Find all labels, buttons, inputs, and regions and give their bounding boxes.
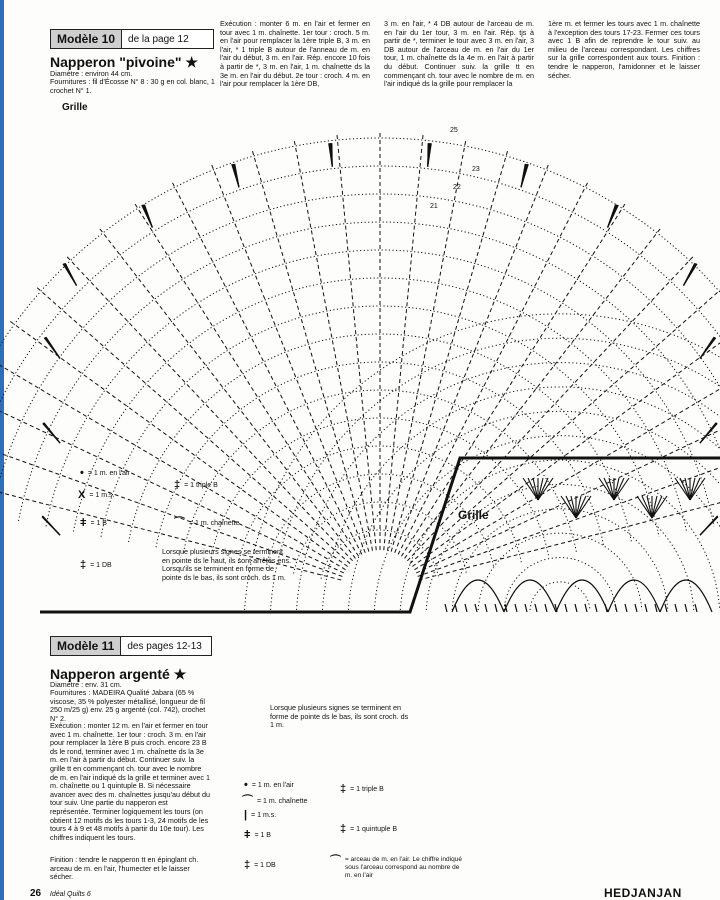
legend-text: = arceau de m. en l'air. Le chiffre indiqué sous l'arceau correspond au nombre de m. en l'air <box>345 856 462 879</box>
m11-treble <box>565 604 567 612</box>
m11-chain-arc <box>530 582 590 610</box>
page-number: 26 <box>30 888 42 899</box>
legend-text: = 1 triple B <box>350 786 384 793</box>
chain-arc <box>211 418 549 558</box>
fan-stitch <box>46 337 60 358</box>
m11-arch <box>504 580 556 612</box>
m11-arch <box>556 580 608 612</box>
model11-execution: Exécution : monter 12 m. en l'air et fermer en tour avec 1 m. chaînette. 1er tour : croch. 3 m. en l'air pour remplacer la 1ère B puis croch. encore 23 B ds le rond, terminer avec 1 m. chaînette ds la 3e m. en l'air à partir du début. Continuer suiv. la grille tt en commençant ch. tour avec le nombre de m. en l'air indiqué ds la grille et terminer avec 1 m. chaînette ou 1 quintuple B. Si nécessaire avancer avec des m. chaînettes jusqu'au début du tour suiv. Une partie du napperon est représentée. Terminer logiquement les tours (on obtient 12 motifs ds les tours 1-3, 24 motifs de les tours 4 à 9 et 48 motifs à partir du 10e tour). Les chiffres indiquent les tours. <box>50 721 210 842</box>
legend-text: = 1 DB <box>90 562 112 569</box>
m11-chain-arc <box>452 509 668 610</box>
fan-stitch <box>700 423 717 443</box>
m11-treble <box>525 604 527 612</box>
chain-arc <box>321 530 439 579</box>
m11-legend-arch <box>330 856 463 880</box>
m11-treble <box>585 604 587 612</box>
stitch-spoke <box>401 202 626 557</box>
m11-fan-stitch <box>604 478 614 500</box>
stitch-spoke <box>294 138 373 551</box>
stitch-spoke <box>337 132 377 550</box>
m11-treble <box>595 604 597 612</box>
m11-legend-sc <box>244 810 276 821</box>
triple-treble-icon: ‡ <box>174 479 181 491</box>
m11-chain-arc <box>478 533 642 610</box>
m11-legend-chain <box>244 780 294 791</box>
m11-treble <box>575 604 577 612</box>
page-footer <box>30 888 91 899</box>
m10-legend-dtreble <box>80 560 112 571</box>
model10-fournitures: Fournitures : fil d'Écosse N° 8 : 30 g en col. blanc, 1 crochet N° 1. <box>50 77 215 95</box>
legend-text: = 1 m. chaînette <box>257 798 308 805</box>
m11-treble <box>685 604 687 612</box>
m11-legend-ttreble <box>340 784 384 795</box>
round-number-21: 21 <box>430 203 438 210</box>
arch-icon: ⌒ <box>330 855 341 867</box>
model11-header <box>50 636 212 656</box>
watermark: HEDJANJAN <box>604 886 682 900</box>
legend-text: = 1 m.s. <box>251 812 277 819</box>
m11-fan-stitch <box>642 496 652 518</box>
m11-treble <box>515 604 517 612</box>
model10-title: Napperon "pivoine" ★ <box>50 54 198 70</box>
stitch-spoke <box>418 434 720 576</box>
double-treble-icon: ‡ <box>80 559 87 571</box>
quintuple-treble-icon: ‡ <box>340 823 347 835</box>
model10-name: Modèle 10 <box>51 30 122 48</box>
stitch-spoke <box>419 476 720 580</box>
legend-text: = 1 m. chaînette <box>189 520 240 527</box>
m11-chain-arc <box>271 338 720 610</box>
round-number-22: 22 <box>453 184 461 191</box>
model10-execution-col2: 3 m. en l'air, * 4 DB autour de l'arceau de m. en l'air du 1er tour, 3 m. en l'air. Rép. tjs à partir de *, terminer le tour avec 3 m. en l'air, 3 DB autour de l'arceau de m. en l'air du 1er tour, 1 m. chaînette ds la 4e m. en l'air à partir du début. Continuer suiv. la grille tt en commençant ch. tour avec le nombre de m. en l'air indiqué ds la grille pour remplacer la <box>384 20 534 89</box>
stitch-spoke <box>0 356 346 570</box>
stitch-spoke <box>211 162 366 553</box>
m11-treble <box>645 604 647 612</box>
m11-fan-stitch <box>528 478 538 500</box>
model11-grille-label: Grille <box>458 508 489 522</box>
treble-icon: ǂ <box>80 517 87 529</box>
stitch-spoke <box>412 320 720 567</box>
m11-treble <box>615 604 617 612</box>
stitch-spoke <box>171 180 362 554</box>
m10-legend-slip <box>174 518 239 529</box>
slip-stitch-icon: ⌒ <box>174 517 185 529</box>
m11-treble <box>485 604 487 612</box>
m11-treble <box>675 604 677 612</box>
m11-treble <box>445 604 447 612</box>
model11-finition: Finition : tendre le napperon tt en épinglant ch. arceau de m. en l'air, l'humecter et le laisser sécher. <box>50 855 199 882</box>
double-treble-icon: ‡ <box>244 859 251 871</box>
model10-diametre: Diamètre : environ 44 cm. <box>50 69 133 78</box>
m11-treble <box>695 604 697 612</box>
m11-fan-stitch <box>576 496 586 518</box>
legend-text: = 1 B <box>254 832 271 839</box>
single-crochet-icon: | <box>244 809 248 821</box>
model10-execution-col1: Exécution : monter 6 m. en l'air et fermer en tour avec 1 m. chaînette. 1er tour : croch. 5 m. en l'air pour remplacer la 1ère triple B, 3 m. en l'air, * 1 triple B autour de l'anneau de m. en l'air du début, 3 m. en l'air. Rép. encore 10 fois à partir de *, 3 m. en l'air, 1 m. chaînette ds la 3e m. en l'air du début. 2e tour : croch. 4 m. en l'air pour remplacer la 1ère DB, <box>220 20 370 89</box>
m11-treble <box>535 604 537 612</box>
m11-fan-stitch <box>652 496 662 518</box>
treble-icon: ǂ <box>244 829 251 841</box>
m10-legend-treble <box>80 518 107 529</box>
model11-title: Napperon argenté ★ <box>50 666 187 682</box>
legend-text: = 1 B <box>90 520 107 527</box>
legend-text: = 1 m. en l'air <box>251 782 294 789</box>
m11-fan-stitch <box>690 478 700 500</box>
m10-legend-chain <box>80 468 130 479</box>
m11-fan-stitch <box>680 478 690 500</box>
m11-chain-arc <box>245 314 720 610</box>
fan-stitch <box>144 205 152 228</box>
m11-treble <box>465 604 467 612</box>
m11-treble <box>635 604 637 612</box>
stitch-spoke <box>252 148 369 551</box>
legend-text: = 1 quintuple B <box>350 826 398 833</box>
fan-stitch <box>44 423 60 443</box>
model10-execution-col3: 1ère m. et fermer les tours avec 1 m. chaînette à l'exception des tours 17-23. Fermer ces tours avec 1 B afin de reprendre le tour suiv. au milieu de l'arceau correspondant. Les chiffres sur la grille correspondent aux tours. Finition : tendre le napperon, l'amidonner et le laisser sécher. <box>548 20 700 80</box>
m11-treble <box>495 604 497 612</box>
m11-legend-slip <box>242 796 307 807</box>
fan-stitch <box>684 264 698 286</box>
slip-stitch-icon: ⌒ <box>242 795 253 807</box>
m10-legend-sc <box>78 490 114 501</box>
m11-legend-qtreble <box>340 824 397 835</box>
magazine-name: Idéal Quilts 6 <box>49 891 91 898</box>
stitch-spoke <box>387 138 466 551</box>
model10-note: Lorsque plusieurs signes se terminent en pointe ds le haut, ils sont arrêtés ens. Lorsqu'ils se terminent en forme de pointe ds le bas, ils sont croch. ds 1 m. <box>162 547 292 582</box>
legend-text: = 1 DB <box>254 862 276 869</box>
m11-chain-arc <box>374 436 720 610</box>
single-crochet-icon: X <box>78 489 86 501</box>
model10-grille-label: Grille <box>62 102 88 113</box>
m11-treble <box>625 604 627 612</box>
m11-fan-stitch <box>566 496 576 518</box>
model11-fournitures: Fournitures : MADEIRA Qualité Jabara (65 % viscose, 35 % polyester métallisé, longueur de fil 250 m/25 g) env. 25 g argenté (col. 742), crochet N° 2. <box>50 688 206 723</box>
chain-stitch-icon: • <box>244 779 248 791</box>
chain-arc <box>0 138 720 505</box>
triple-treble-icon: ‡ <box>340 783 347 795</box>
legend-text: = 1 m.s. <box>89 492 115 499</box>
m11-treble <box>545 604 547 612</box>
stitch-spoke <box>65 255 353 561</box>
stitch-spoke <box>384 132 424 550</box>
m11-legend-dtreble <box>244 860 276 871</box>
round-number-23: 23 <box>472 166 480 173</box>
model11-pages: des pages 12-13 <box>127 640 202 652</box>
m11-chain-arc <box>348 411 720 610</box>
stitch-spoke <box>398 180 589 554</box>
model11-note: Lorsque plusieurs signes se terminent en forme de pointe ds le bas, ils sont croch. ds 1 m. <box>270 703 409 730</box>
legend-text: = 1 triple B <box>184 482 218 489</box>
m11-treble <box>455 604 457 612</box>
fan-stitch <box>43 516 60 535</box>
model11-name: Modèle 11 <box>51 637 121 655</box>
chain-stitch-icon: • <box>80 467 84 479</box>
m10-legend-ttreble <box>174 480 218 491</box>
fan-stitch <box>65 263 76 285</box>
m11-treble <box>665 604 667 612</box>
m11-legend-treble <box>244 830 271 841</box>
model10-pages: de la page 12 <box>128 33 189 45</box>
m11-treble <box>475 604 477 612</box>
stitch-spoke <box>98 227 355 559</box>
round-number-25: 25 <box>450 127 458 134</box>
model11-diametre: Diamètre : env. 31 cm. <box>50 680 122 689</box>
legend-text: = 1 m. en l'air <box>87 470 130 477</box>
stitch-spoke <box>395 162 550 553</box>
m11-fan-stitch <box>538 478 548 500</box>
